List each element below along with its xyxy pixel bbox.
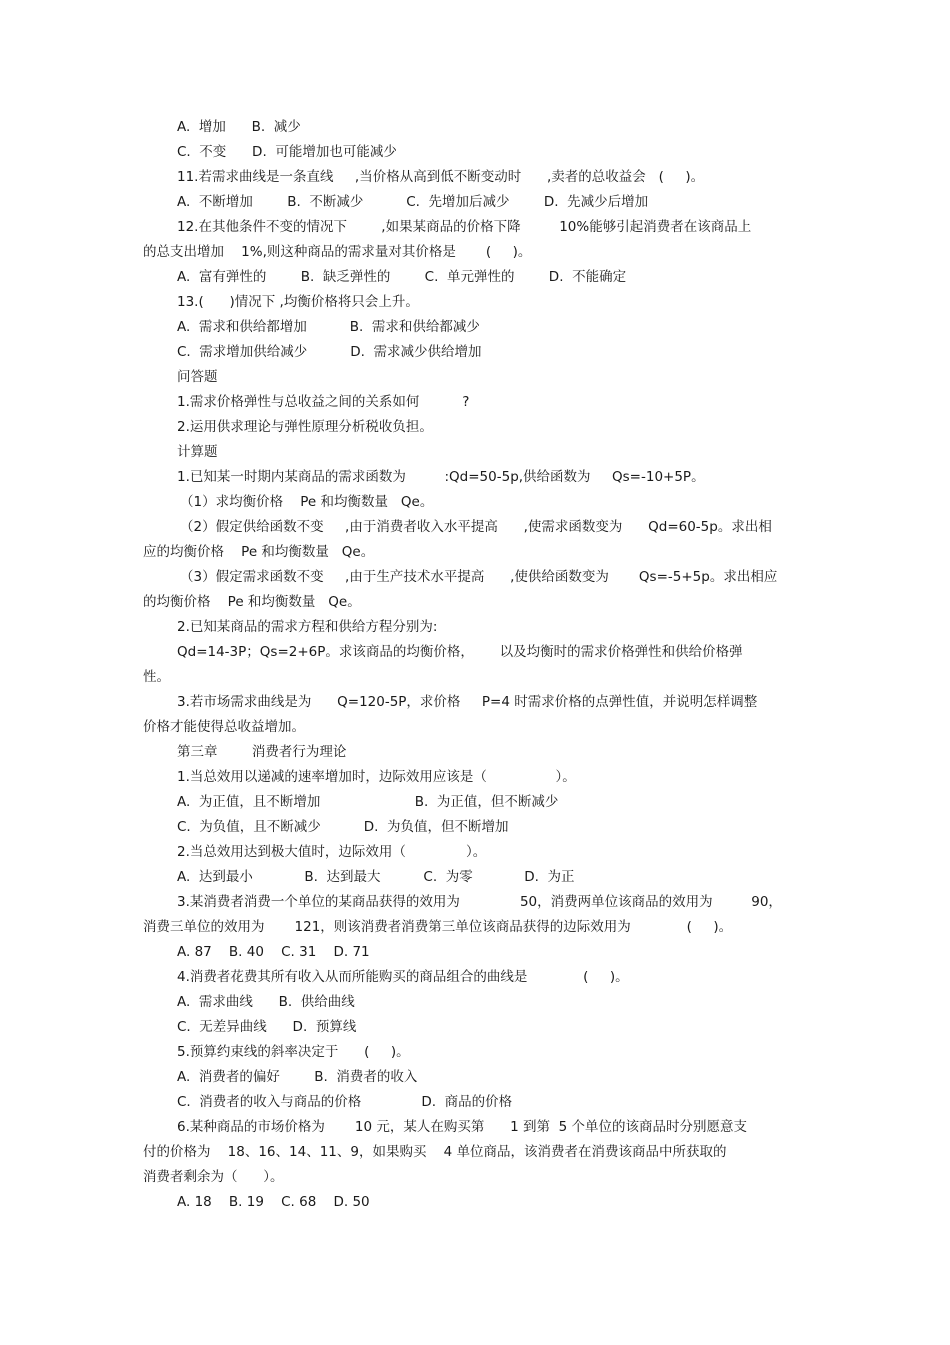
text-line: 2.当总效用达到极大值时，边际效用（ ）。 bbox=[177, 844, 487, 860]
text-line: A. 不断增加 B. 不断减少 C. 先增加后减少 D. 先减少后增加 bbox=[177, 194, 649, 210]
text-line: 应的均衡价格 Pe 和均衡数量 Qe。 bbox=[143, 544, 375, 560]
text-line: C. 不变 D. 可能增加也可能减少 bbox=[177, 144, 397, 160]
text-line: 12.在其他条件不变的情况下 ,如果某商品的价格下降 10%能够引起消费者在该商品上 bbox=[177, 219, 752, 235]
text-line: A. 需求曲线 B. 供给曲线 bbox=[177, 994, 355, 1010]
text-line: 3.某消费者消费一个单位的某商品获得的效用为 50，消费两单位该商品的效用为 90， bbox=[177, 894, 782, 910]
text-line: 4.消费者花费其所有收入从而所能购买的商品组合的曲线是 ( )。 bbox=[177, 969, 629, 985]
text-line: 1.当总效用以递减的速率增加时，边际效用应该是（ ）。 bbox=[177, 769, 576, 785]
text-line: （3）假定需求函数不变 ,由于生产技术水平提高 ,使供给函数变为 Qs=-5+5p。求出相应 bbox=[180, 569, 778, 585]
text-line: 1.已知某一时期内某商品的需求函数为 :Qd=50-5p,供给函数为 Qs=-10+5P。 bbox=[177, 469, 705, 485]
document-body bbox=[0, 115, 950, 1215]
text-line: （1）求均衡价格 Pe 和均衡数量 Qe。 bbox=[180, 494, 434, 510]
text-line: 付的价格为 18、16、14、11、9，如果购买 4 单位商品，该消费者在消费该商品中所获取的 bbox=[143, 1144, 727, 1160]
text-line: 5.预算约束线的斜率决定于 ( )。 bbox=[177, 1044, 410, 1060]
text-line: Qd=14-3P；Qs=2+6P。求该商品的均衡价格， 以及均衡时的需求价格弹性和供给价格弹 bbox=[177, 644, 743, 660]
text-line: 性。 bbox=[143, 669, 170, 685]
text-line: C. 消费者的收入与商品的价格 D. 商品的价格 bbox=[177, 1094, 513, 1110]
text-line: 1.需求价格弹性与总收益之间的关系如何 ? bbox=[177, 394, 470, 410]
text-line: 第三章 消费者行为理论 bbox=[177, 744, 347, 760]
text-line: C. 需求增加供给减少 D. 需求减少供给增加 bbox=[177, 344, 482, 360]
text-line: 11.若需求曲线是一条直线 ,当价格从高到低不断变动时 ,卖者的总收益会 ( )。 bbox=[177, 169, 705, 185]
text-line: 的均衡价格 Pe 和均衡数量 Qe。 bbox=[143, 594, 361, 610]
text-line: A. 需求和供给都增加 B. 需求和供给都减少 bbox=[177, 319, 480, 335]
text-line: C. 为负值，且不断减少 D. 为负值，但不断增加 bbox=[177, 819, 509, 835]
text-line: A. 为正值，且不断增加 B. 为正值，但不断减少 bbox=[177, 794, 559, 810]
text-line: C. 无差异曲线 D. 预算线 bbox=[177, 1019, 357, 1035]
text-line: 2.运用供求理论与弹性原理分析税收负担。 bbox=[177, 419, 433, 435]
text-line: 问答题 bbox=[177, 369, 218, 385]
text-line: 计算题 bbox=[177, 444, 218, 460]
text-line: 消费三单位的效用为 121，则该消费者消费第三单位该商品获得的边际效用为 ( )。 bbox=[143, 919, 733, 935]
text-line: A. 富有弹性的 B. 缺乏弹性的 C. 单元弹性的 D. 不能确定 bbox=[177, 269, 627, 285]
text-line: 2.已知某商品的需求方程和供给方程分别为: bbox=[177, 619, 438, 635]
text-line: 13.( )情况下 ,均衡价格将只会上升。 bbox=[177, 294, 419, 310]
text-line: （2）假定供给函数不变 ,由于消费者收入水平提高 ,使需求函数变为 Qd=60-5p。求出相 bbox=[180, 519, 772, 535]
text-line: A. 消费者的偏好 B. 消费者的收入 bbox=[177, 1069, 418, 1085]
text-line: A. 87 B. 40 C. 31 D. 71 bbox=[177, 944, 370, 960]
text-line: 消费者剩余为（ ）。 bbox=[143, 1169, 284, 1185]
text-line: 价格才能使得总收益增加。 bbox=[143, 719, 305, 735]
text-line: 6.某种商品的市场价格为 10 元，某人在购买第 1 到第 5 个单位的该商品时分别愿意支 bbox=[177, 1119, 747, 1135]
text-line: A. 18 B. 19 C. 68 D. 50 bbox=[177, 1194, 370, 1210]
text-line: 3.若市场需求曲线是为 Q=120-5P，求价格 P=4 时需求价格的点弹性值，并说明怎样调整 bbox=[177, 694, 758, 710]
text-line: A. 增加 B. 减少 bbox=[177, 119, 301, 135]
text-line: 的总支出增加 1%,则这种商品的需求量对其价格是 ( )。 bbox=[143, 244, 532, 260]
text-line: A. 达到最小 B. 达到最大 C. 为零 D. 为正 bbox=[177, 869, 575, 885]
